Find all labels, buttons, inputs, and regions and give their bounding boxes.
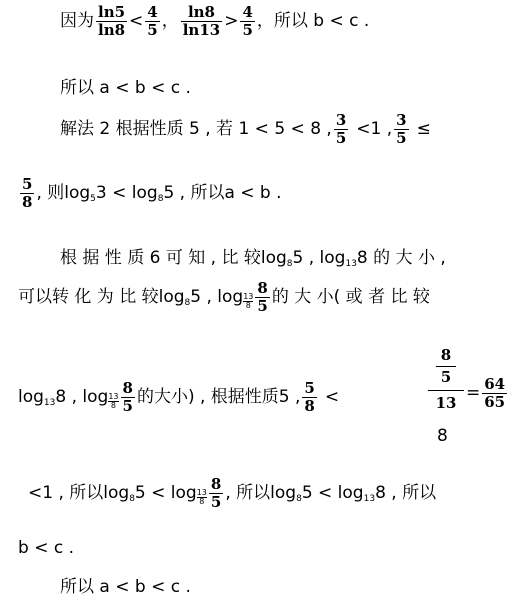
fraction-3-5: $\frac{3}{5}$ [335, 111, 347, 147]
line-10: 所以 a < b < c . [60, 577, 191, 597]
line-9: b < c . [18, 538, 74, 558]
line-2: 所以 a < b < c . [60, 78, 191, 98]
fraction-4-5-b: $\frac{4}{5}$ [242, 3, 253, 39]
complex-fraction: 8 5 13 [428, 346, 464, 442]
fraction-8-5: $\frac{8}{5}$ [122, 379, 133, 415]
log-base-fraction: $\frac{13}{8}$ [108, 392, 119, 410]
fraction-3-5-b: $\frac{3}{5}$ [396, 111, 407, 147]
fraction-8-5: $\frac{8}{5}$ [210, 475, 222, 511]
line-8: <1 , 所以$\log_85 < \log$ $\frac{13}{8}$ $\frac{8}{5}$ , 所以$\log_85 < \log_{13}8$ , 所以 [28, 475, 437, 511]
complex-fraction-denominator: 8 [437, 426, 448, 446]
fraction-8-5: $\frac{8}{5}$ [257, 279, 268, 315]
log-base-fraction: $\frac{13}{8}$ [196, 488, 207, 506]
log-base-fraction: $\frac{13}{8}$ [243, 292, 254, 310]
fraction-4-5: $\frac{4}{5}$ [147, 3, 158, 39]
fraction-5-8: $\frac{5}{8}$ [22, 175, 33, 211]
fraction-64-65: $\frac{64}{65}$ [484, 375, 506, 411]
line-7: $\log_{13}8$ , log $\frac{13}{8}$ $\frac{8}{5}$ 的大小) , 根据性质5 , $\frac{5}{8}$ < [18, 379, 340, 415]
fraction-5-8: $\frac{5}{8}$ [304, 379, 315, 415]
fraction-ln5-ln8: $\frac{\ln 5}{\ln 8}$ [98, 3, 126, 39]
line-1: 因为 $\frac{\ln 5}{\ln 8}$ < $\frac{4}{5}$ ， $\frac{\ln 8}{\ln 13}$ > $\frac{4}{5}$ ，所以 b < c . [60, 3, 370, 39]
fraction-ln8-ln13: $\frac{\ln 8}{\ln 13}$ [182, 3, 221, 39]
equals-64-65: = $\frac{64}{65}$ [466, 375, 506, 411]
line-3: 解法 2 根据性质 5 , 若 1 < 5 < 8 , $\frac{3}{5}$ <1 , $\frac{3}{5}$ ≤ [60, 111, 431, 147]
line-5: 根 据 性 质 6 可 知 , 比 较$\log_85$ , $\log_{13}8$ 的 大 小 , [60, 248, 446, 269]
text: 因为 [60, 11, 94, 31]
line-6: 可以转 化 为 比 较$\log_85$ , log $\frac{13}{8}$ $\frac{8}{5}$ 的 大 小( 或 者 比 较 [18, 279, 430, 315]
line-4: $\frac{5}{8}$ , 则$\log_53 < \log_85$ , 所以a < b . [22, 175, 282, 211]
